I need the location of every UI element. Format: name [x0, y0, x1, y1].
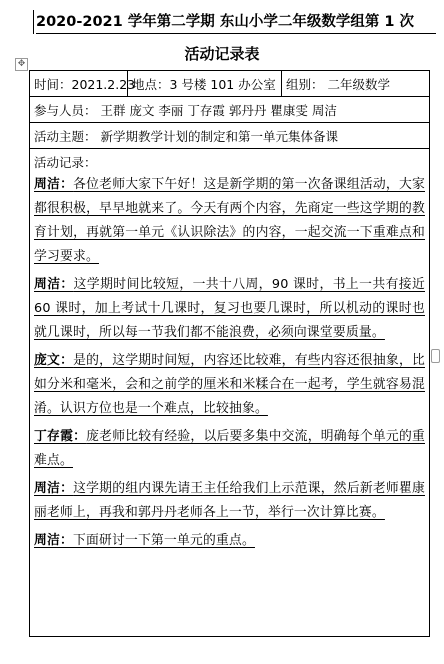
log-cell[interactable]: [30, 149, 430, 637]
activity-record-table: [29, 70, 430, 637]
time-cell[interactable]: 时间：2021.2.23: [30, 71, 128, 97]
record-underlined-text: [34, 533, 255, 548]
record-paragraph: [34, 173, 425, 269]
record-text: 下面研讨一下第一单元的重点。: [73, 533, 255, 548]
record-underlined-text: [34, 277, 425, 340]
record-speaker: 庞文：: [34, 353, 74, 368]
record-underlined-text: [34, 353, 425, 416]
record-speaker: 周洁：: [34, 481, 74, 496]
record-speaker: 丁存霞：: [34, 429, 87, 444]
table-move-handle-icon[interactable]: ✥: [15, 58, 28, 71]
record-underlined-text: [34, 481, 425, 520]
record-speaker: 周洁：: [34, 177, 74, 192]
record-paragraph: [34, 425, 425, 473]
document-subtitle: 活动记录表: [184, 45, 260, 63]
document-title: 2020-2021 学年第二学期 东山小学二年级数学组第 1 次: [36, 12, 436, 34]
group-cell[interactable]: 组别： 二年级数学: [282, 71, 430, 97]
record-underlined-text: [34, 429, 425, 468]
place-cell[interactable]: 地点：3 号楼 101 办公室: [128, 71, 282, 97]
log-label: 活动记录：: [34, 155, 97, 170]
log-row: [30, 149, 430, 637]
record-text: 这学期的组内课先请王主任给我们上示范课，然后新老师瞿康丽老师上，再我和郭丹丹老师各上一节，举行一次计算比赛。: [34, 481, 425, 520]
participants-cell[interactable]: 参与人员： 王群 庞文 李丽 丁存霞 郭丹丹 瞿康雯 周洁: [30, 97, 430, 123]
record-speaker: 周洁：: [34, 533, 73, 548]
record-text: 各位老师大家下午好！这是新学期的第一次备课组活动，大家都很积极，早早地就来了。今天有两个内容，先商定一些这学期的教育计划，再就第一单元《认识除法》的内容，一起交流一下重难点和学习要求。: [34, 177, 425, 264]
participants-row: [30, 97, 430, 123]
record-paragraph: [34, 349, 425, 421]
table-resize-handle[interactable]: [431, 349, 440, 363]
record-text: 庞老师比较有经验，以后要多集中交流，明确每个单元的重难点。: [34, 429, 425, 468]
record-paragraph: [34, 273, 425, 345]
topic-cell[interactable]: 活动主题： 新学期教学计划的制定和第一单元集体备课: [30, 123, 430, 149]
records-list: [34, 173, 425, 553]
topic-row: [30, 123, 430, 149]
record-paragraph: [34, 477, 425, 525]
record-text: 是的，这学期时间短，内容还比较难，有些内容还很抽象，比如分米和毫米，会和之前学的厘米和米糅合在一起考，学生就容易混淆。认识方位也是一个难点，比较抽象。: [34, 353, 425, 416]
record-text: 这学期时间比较短，一共十八周，90 课时，书上一共有接近 60 课时，加上考试十几课时，复习也要几课时，所以机动的课时也就几课时，所以每一节我们都不能浪费，必须向课堂要质量。: [34, 277, 425, 340]
info-row: [30, 71, 430, 97]
record-speaker: 周洁：: [34, 277, 74, 292]
record-paragraph: [34, 529, 425, 553]
text-cursor: [33, 10, 34, 34]
record-underlined-text: [34, 177, 425, 264]
